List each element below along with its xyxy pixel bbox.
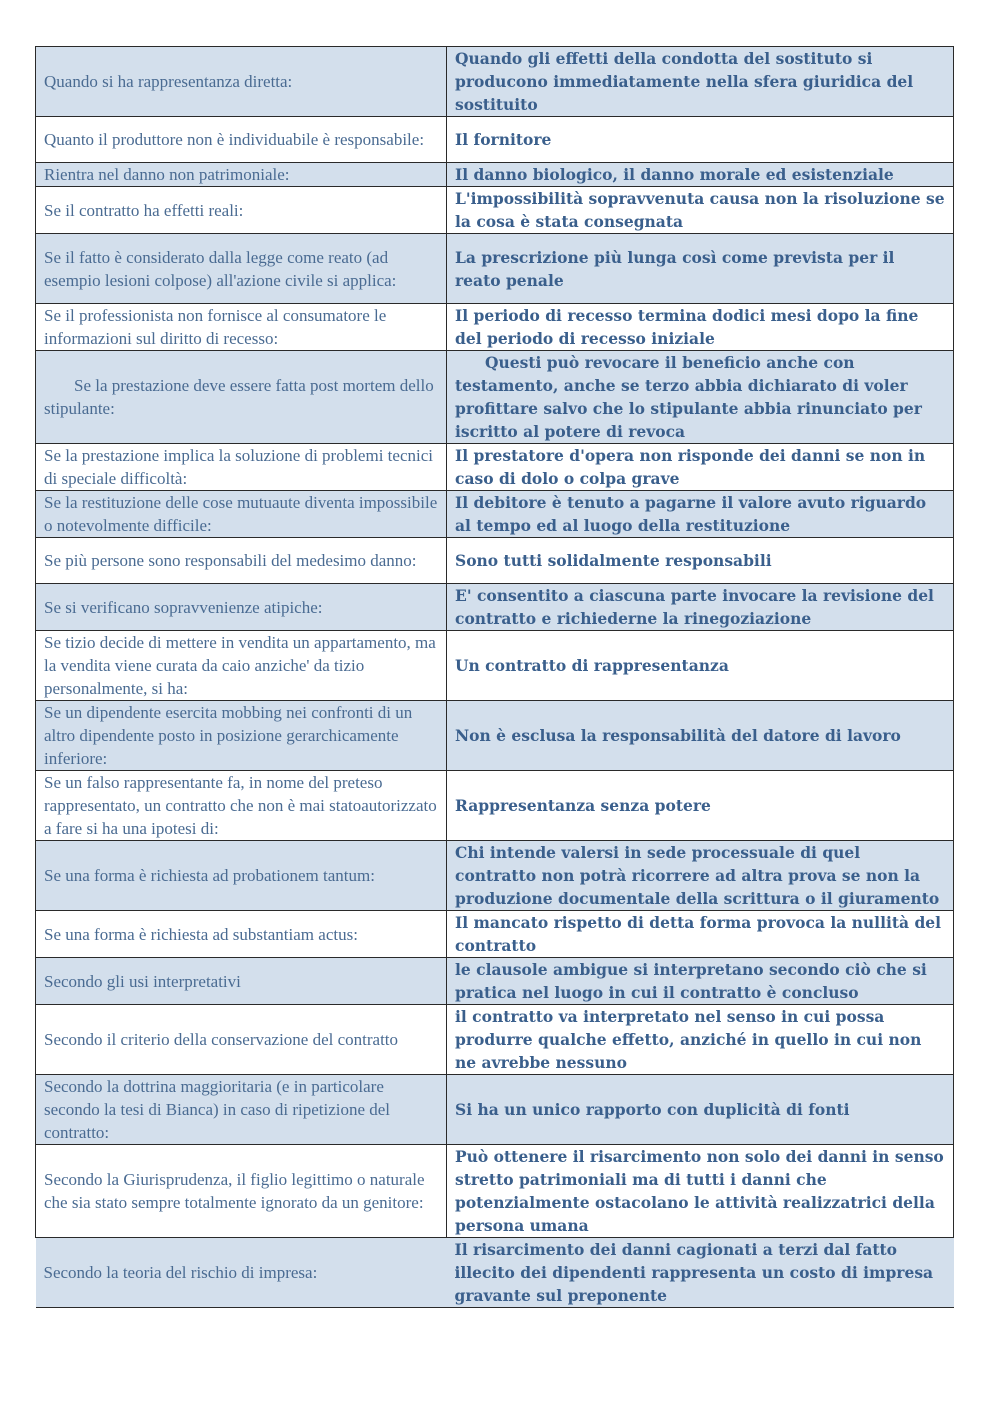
table-row: [36, 1005, 954, 1075]
table-row: [36, 491, 954, 538]
table-row: [36, 234, 954, 304]
qa-table-body: [36, 47, 954, 1308]
table-row: [36, 701, 954, 771]
question-cell: Se la restituzione delle cose mutuaute diventa impossibile o notevolmente difficile:: [36, 491, 447, 538]
answer-cell: Il danno biologico, il danno morale ed esistenziale: [447, 163, 954, 187]
question-cell: Se la prestazione implica la soluzione di problemi tecnici di speciale difficoltà:: [36, 444, 447, 491]
answer-cell: Il mancato rispetto di detta forma provoca la nullità del contratto: [447, 911, 954, 958]
question-cell: Se una forma è richiesta ad probationem tantum:: [36, 841, 447, 911]
answer-cell: Un contratto di rappresentanza: [447, 631, 954, 701]
table-row: [36, 584, 954, 631]
table-row: [36, 1075, 954, 1145]
answer-cell: Rappresentanza senza potere: [447, 771, 954, 841]
table-row: [36, 117, 954, 163]
answer-cell: Si ha un unico rapporto con duplicità di fonti: [447, 1075, 954, 1145]
question-cell: Quanto il produttore non è individuabile è responsabile:: [36, 117, 447, 163]
question-cell: Se un falso rappresentante fa, in nome del preteso rappresentato, un contratto che non è mai statoautorizzato a fare si ha una ipotesi di:: [36, 771, 447, 841]
table-row: [36, 187, 954, 234]
answer-cell: Quando gli effetti della condotta del sostituto si producono immediatamente nella sfera giuridica del sostituito: [447, 47, 954, 117]
answer-cell: Questi può revocare il beneficio anche con testamento, anche se terzo abbia dichiarato di voler profittare salvo che lo stipulante abbia rinunciato per iscritto al potere di revoca: [447, 351, 954, 444]
question-cell: Se una forma è richiesta ad substantiam actus:: [36, 911, 447, 958]
table-row: [36, 351, 954, 444]
answer-cell: Può ottenere il risarcimento non solo dei danni in senso stretto patrimoniali ma di tutti i danni che potenzialmente ostacolano le attività realizzatrici della persona umana: [447, 1145, 954, 1238]
answer-cell: Il risarcimento dei danni cagionati a terzi dal fatto illecito dei dipendenti rappresenta un costo di impresa gravante sul preponente: [447, 1238, 954, 1308]
table-row: [36, 304, 954, 351]
table-row: [36, 631, 954, 701]
question-cell: Se il professionista non fornisce al consumatore le informazioni sul diritto di recesso:: [36, 304, 447, 351]
question-cell: Secondo la dottrina maggioritaria (e in particolare secondo la tesi di Bianca) in caso di ripetizione del contratto:: [36, 1075, 447, 1145]
question-cell: Se la prestazione deve essere fatta post mortem dello stipulante:: [36, 351, 447, 444]
question-cell: Se un dipendente esercita mobbing nei confronti di un altro dipendente posto in posizione gerarchicamente inferiore:: [36, 701, 447, 771]
table-row: [36, 47, 954, 117]
table-row: [36, 1145, 954, 1238]
answer-cell: Il prestatore d'opera non risponde dei danni se non in caso di dolo o colpa grave: [447, 444, 954, 491]
table-row: [36, 163, 954, 187]
question-cell: Se più persone sono responsabili del medesimo danno:: [36, 538, 447, 584]
answer-cell: Il fornitore: [447, 117, 954, 163]
table-row: [36, 444, 954, 491]
table-row: [36, 841, 954, 911]
answer-cell: il contratto va interpretato nel senso in cui possa produrre qualche effetto, anziché in quello in cui non ne avrebbe nessuno: [447, 1005, 954, 1075]
answer-cell: Sono tutti solidalmente responsabili: [447, 538, 954, 584]
table-row: [36, 1238, 954, 1308]
question-cell: Quando si ha rappresentanza diretta:: [36, 47, 447, 117]
answer-cell: Il debitore è tenuto a pagarne il valore avuto riguardo al tempo ed al luogo della restituzione: [447, 491, 954, 538]
question-cell: Se il contratto ha effetti reali:: [36, 187, 447, 234]
qa-table: [35, 46, 954, 1308]
question-cell: Se il fatto è considerato dalla legge come reato (ad esempio lesioni colpose) all'azione civile si applica:: [36, 234, 447, 304]
answer-cell: L'impossibilità sopravvenuta causa non la risoluzione se la cosa è stata consegnata: [447, 187, 954, 234]
table-row: [36, 771, 954, 841]
question-cell: Se si verificano sopravvenienze atipiche:: [36, 584, 447, 631]
answer-cell: Non è esclusa la responsabilità del datore di lavoro: [447, 701, 954, 771]
table-row: [36, 911, 954, 958]
question-cell: Rientra nel danno non patrimoniale:: [36, 163, 447, 187]
question-cell: Secondo la teoria del rischio di impresa:: [36, 1238, 447, 1308]
answer-cell: Il periodo di recesso termina dodici mesi dopo la fine del periodo di recesso iniziale: [447, 304, 954, 351]
question-cell: Secondo la Giurisprudenza, il figlio legittimo o naturale che sia stato sempre totalmente ignorato da un genitore:: [36, 1145, 447, 1238]
answer-cell: La prescrizione più lunga così come prevista per il reato penale: [447, 234, 954, 304]
answer-cell: E' consentito a ciascuna parte invocare la revisione del contratto e richiederne la rinegoziazione: [447, 584, 954, 631]
table-row: [36, 538, 954, 584]
question-cell: Secondo il criterio della conservazione del contratto: [36, 1005, 447, 1075]
table-row: [36, 958, 954, 1005]
answer-cell: Chi intende valersi in sede processuale di quel contratto non potrà ricorrere ad altra prova se non la produzione documentale della scrittura o il giuramento: [447, 841, 954, 911]
question-cell: Se tizio decide di mettere in vendita un appartamento, ma la vendita viene curata da caio anziche' da tizio personalmente, si ha:: [36, 631, 447, 701]
question-cell: Secondo gli usi interpretativi: [36, 958, 447, 1005]
answer-cell: le clausole ambigue si interpretano secondo ciò che si pratica nel luogo in cui il contratto è concluso: [447, 958, 954, 1005]
